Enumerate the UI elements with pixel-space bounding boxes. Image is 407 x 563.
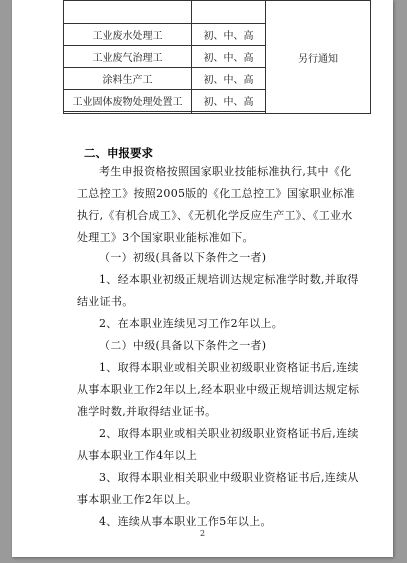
paragraph-intro: 考生申报资格按照国家职业技能标准执行,其中《化工总控工》按照2005版的《化工总控工》国家职业标准执行,《有机合成工》、《无机化学反应生产工》、《工业水处理工》3个国家职业能标准如下。 (77, 165, 355, 244)
heading-junior: （一）初级(具备以下条件之一者) (99, 251, 267, 264)
occupation-cell (64, 1, 192, 24)
level-cell (192, 112, 266, 114)
occupation-table (63, 0, 371, 114)
paragraph-middle-1: 1、取得本职业或相关职业初级职业资格证书后,连续从事本职业工作2年以上,经本职业中级正规培训达规定标准学时数,并取得结业证书。 (77, 361, 360, 418)
document-page (12, 0, 393, 557)
paragraph-middle-4: 4、连续从事本职业工作5年以上。 (99, 515, 272, 528)
occupation-cell: 工业废水处理工 (64, 24, 192, 46)
level-cell: 初、中、高 (192, 46, 266, 68)
table-row (64, 1, 371, 24)
level-cell: 初、中、高 (192, 90, 266, 112)
occupation-cell (64, 112, 192, 114)
level-cell: 初、中、高 (192, 24, 266, 46)
level-cell: 初、中、高 (192, 68, 266, 90)
level-cell (192, 1, 266, 24)
paragraph-middle-2: 2、取得本职业或相关职业初级职业资格证书后,连续从事本职业工作4年以上 (77, 427, 359, 462)
occupation-cell: 工业固体废物处理处置工 (64, 90, 192, 112)
paragraph-junior-1: 1、经本职业初级正规培训达规定标准学时数,并取得结业证书。 (77, 273, 359, 308)
heading-middle: （二）中级(具备以下条件之一者) (99, 339, 267, 352)
paragraph-junior-2: 2、在本职业连续见习工作2年以上。 (99, 317, 284, 330)
paragraph-middle-3: 3、取得本职业相关职业中级职业资格证书后,连续从事本职业工作2年以上。 (77, 471, 359, 506)
note-cell: 另行通知 (266, 1, 371, 114)
occupation-cell: 工业废气治理工 (64, 46, 192, 68)
occupation-cell: 涂料生产工 (64, 68, 192, 90)
page-number: 2 (199, 529, 206, 538)
section-title: 二、申报要求 (84, 146, 153, 160)
